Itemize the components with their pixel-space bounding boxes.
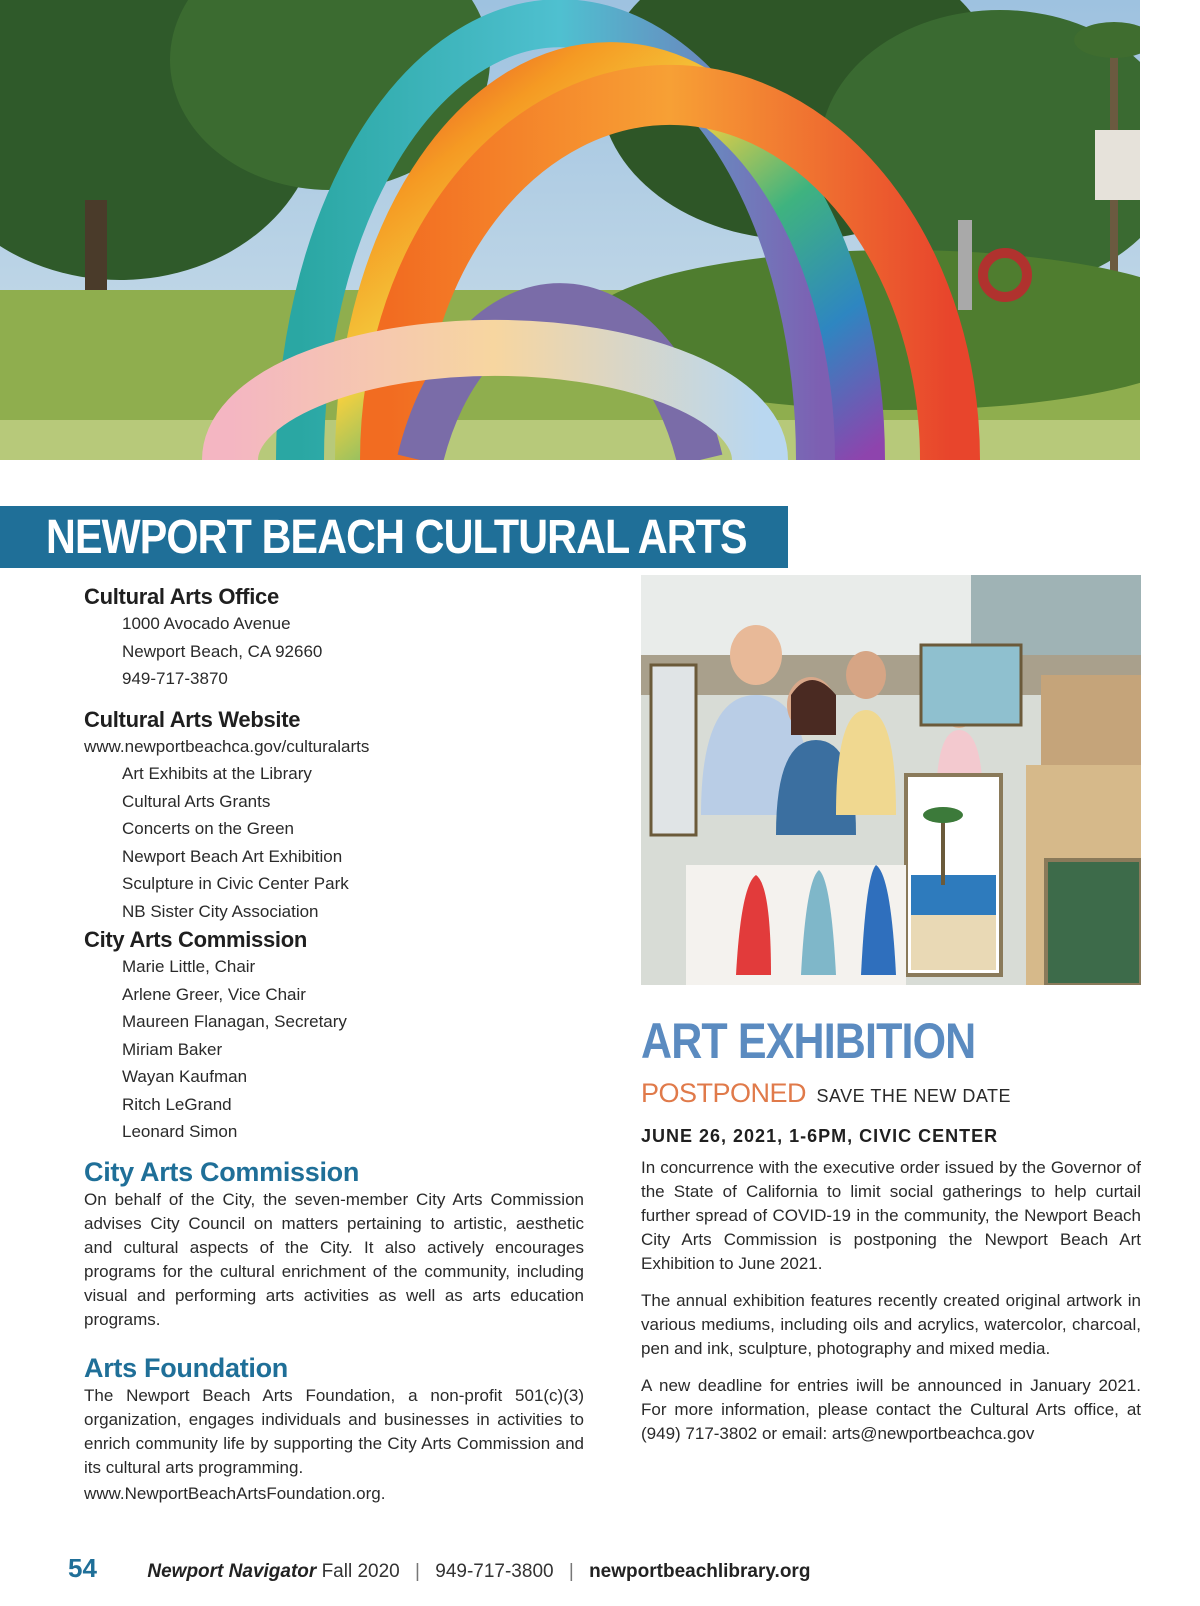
commission-member: Marie Little, Chair [122, 957, 256, 976]
website-item: Art Exhibits at the Library [122, 764, 312, 783]
website-heading: Cultural Arts Website [84, 706, 301, 732]
office-city-line: Newport Beach, CA 92660 [122, 641, 323, 661]
exhibition-date: JUNE 26, 2021, 1-6PM, CIVIC CENTER [641, 1126, 999, 1146]
exhibition-body [641, 1156, 1141, 1446]
left-column [84, 584, 584, 1506]
exhibition-photo [641, 575, 1141, 985]
exhibition-illustration [641, 575, 1141, 985]
footer-phone: 949-717-3800 [435, 1561, 554, 1582]
commission-about-heading: City Arts Commission [84, 1156, 360, 1187]
footer-website-link[interactable]: newportbeachlibrary.org [589, 1561, 811, 1582]
sculpture-illustration [0, 0, 1140, 460]
footer-text [147, 1561, 810, 1582]
issue-label: Fall 2020 [321, 1561, 400, 1582]
commission-member: Ritch LeGrand [122, 1094, 232, 1114]
commission-about-text: On behalf of the City, the seven-member City Arts Commission advises City Council on matters pertaining to artistic, aesthetic and cultural aspects of the City. It also actively encourages programs for the cultural enrichment of the community, including visual and performing arts activities as well as arts education programs. [84, 1189, 584, 1329]
foundation-url-link[interactable]: www.NewportBeachArtsFoundation.org. [84, 1483, 386, 1503]
commission-member: Maureen Flanagan, Secretary [122, 1012, 347, 1031]
website-url-link[interactable]: www.newportbeachca.gov/culturalarts [84, 736, 370, 756]
website-item: Newport Beach Art Exhibition [122, 846, 343, 866]
exhibition-paragraph: The annual exhibition features recently created original artwork in various mediums, including oils and acrylics, watercolor, charcoal, pen and ink, sculpture, photography and mixed media. [641, 1291, 1141, 1358]
office-heading: Cultural Arts Office [84, 584, 279, 609]
postponed-label: POSTPONED [641, 1078, 807, 1108]
footer-separator: | [415, 1561, 420, 1582]
commission-list-heading: City Arts Commission [84, 927, 308, 952]
website-section [84, 707, 584, 926]
page-number: 54 [68, 1553, 97, 1583]
commission-members-section [84, 927, 584, 1146]
commission-member: Arlene Greer, Vice Chair [122, 984, 306, 1004]
commission-member: Miriam Baker [122, 1039, 223, 1059]
section-title: NEWPORT BEACH CULTURAL ARTS [46, 511, 747, 564]
postponed-row [641, 1078, 1011, 1109]
foundation-heading: Arts Foundation [84, 1352, 288, 1383]
exhibition-paragraph: In concurrence with the executive order issued by the Governor of the State of California to limit social gatherings to help curtail further spread of COVID-19 in the community, the Newport Beach City Arts Commission is postponing the Newport Beach Art Exhibition to June 2021. [641, 1158, 1141, 1273]
commission-member: Leonard Simon [122, 1122, 238, 1141]
commission-about-section [84, 1156, 584, 1332]
website-item: Sculpture in Civic Center Park [122, 874, 349, 893]
commission-member: Wayan Kaufman [122, 1067, 248, 1086]
hero-photo-arch-sculpture [0, 0, 1140, 460]
magazine-name: Newport Navigator [147, 1561, 317, 1582]
page-footer [68, 1553, 810, 1584]
foundation-text: The Newport Beach Arts Foundation, a non-profit 501(c)(3) organization, engages individuals and businesses in activities to enrich community life by supporting the City Arts Commission and its cultural arts programming. [84, 1385, 584, 1477]
website-item: NB Sister City Association [122, 901, 319, 921]
website-item: Concerts on the Green [122, 819, 294, 838]
exhibition-paragraph: A new deadline for entries iwill be announced in January 2021. For more information, please contact the Cultural Arts office, at (949) 717-3802 or email: arts@newportbeachca.gov [641, 1376, 1141, 1443]
office-phone: 949-717-3870 [122, 669, 228, 688]
section-banner [0, 506, 788, 568]
website-item: Cultural Arts Grants [122, 791, 271, 811]
save-date-label: SAVE THE NEW DATE [816, 1086, 1012, 1106]
exhibition-title: ART EXHIBITION [641, 1013, 976, 1069]
footer-separator: | [568, 1561, 574, 1582]
office-section [84, 584, 584, 693]
office-address-line: 1000 Avocado Avenue [122, 614, 291, 633]
foundation-section [84, 1352, 584, 1506]
